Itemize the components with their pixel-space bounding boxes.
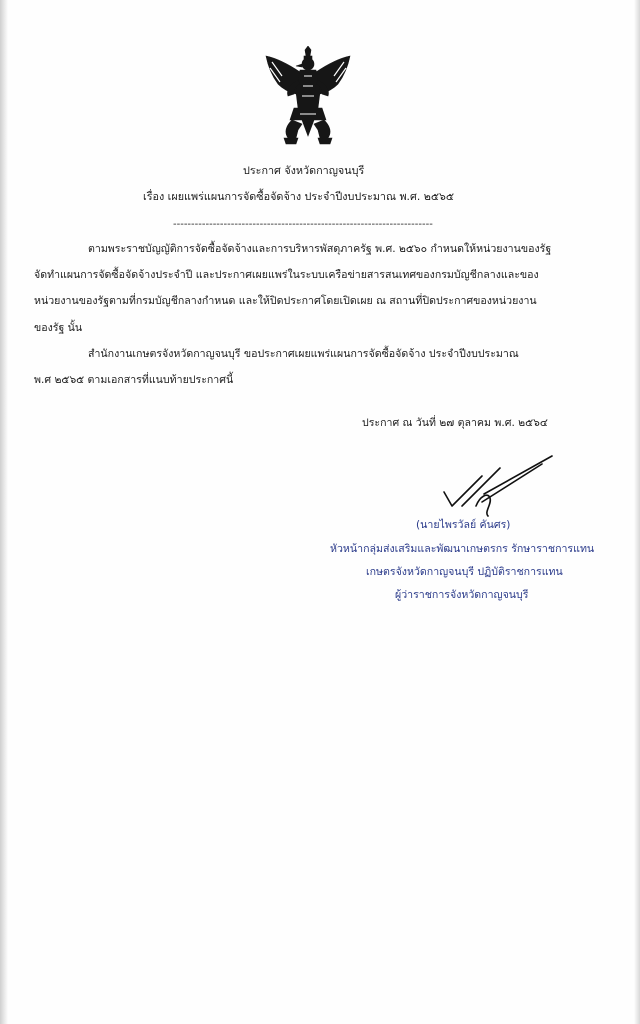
paragraph-1-line-1: ตามพระราชบัญญัติการจัดซื้อจัดจ้างและการบริหารพัสดุภาครัฐ พ.ศ. ๒๕๖๐ กำหนดให้หน่วยงานของรัฐ	[88, 243, 552, 255]
paragraph-1-line-2: จัดทำแผนการจัดซื้อจัดจ้างประจำปี และประกาศเผยแพร่ในระบบเครือข่ายสารสนเทศของกรมบัญชีกลางและของ	[34, 269, 539, 281]
scan-edge-right	[634, 0, 640, 1024]
garuda-emblem-icon	[262, 46, 354, 146]
signatory-position-line-2: เกษตรจังหวัดกาญจนบุรี ปฏิบัติราชการแทน	[366, 566, 563, 578]
announcement-subject: เรื่อง เผยแพร่แผนการจัดซื้อจัดจ้าง ประจำปีงบประมาณ พ.ศ. ๒๕๖๕	[143, 190, 455, 203]
paragraph-1-line-4: ของรัฐ นั้น	[34, 322, 83, 334]
announcement-date: ประกาศ ณ วันที่ ๒๗ ตุลาคม พ.ศ. ๒๕๖๔	[362, 417, 548, 429]
announcement-title: ประกาศ จังหวัดกาญจนบุรี	[243, 164, 365, 177]
paragraph-2-line-2: พ.ศ ๒๕๖๕ ตามเอกสารที่แนบท้ายประกาศนี้	[34, 374, 234, 386]
scan-edge-left	[0, 0, 8, 1024]
signatory-position-line-1: หัวหน้ากลุ่มส่งเสริมและพัฒนาเกษตรกร รักษาราชการแทน	[330, 543, 595, 555]
signatory-name: (นายไพรวัลย์ คันศร)	[416, 519, 511, 531]
paragraph-2-line-1: สำนักงานเกษตรจังหวัดกาญจนบุรี ขอประกาศเผยแพร่แผนการจัดซื้อจัดจ้าง ประจำปีงบประมาณ	[88, 348, 519, 360]
signature-mark	[392, 446, 562, 518]
divider-line: ------------------------------------------------------------------------	[173, 219, 433, 230]
paragraph-1-line-3: หน่วยงานของรัฐตามที่กรมบัญชีกลางกำหนด และให้ปิดประกาศโดยเปิดเผย ณ สถานที่ปิดประกาศของหน่วยงาน	[34, 295, 537, 307]
signatory-position-line-3: ผู้ว่าราชการจังหวัดกาญจนบุรี	[395, 589, 529, 601]
